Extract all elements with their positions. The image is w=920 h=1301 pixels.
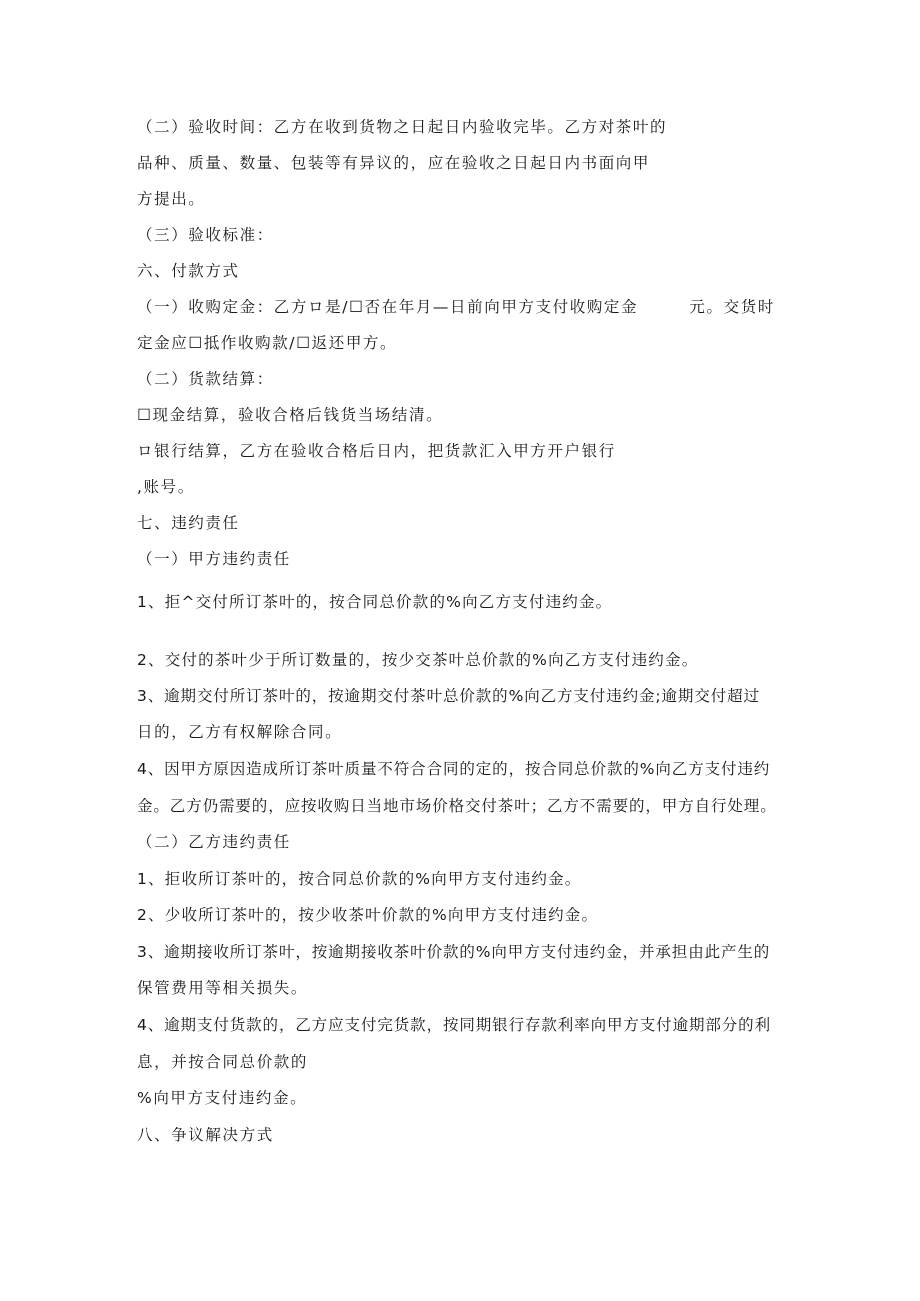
clause-line: 4、逾期支付货款的，乙方应支付完货款，按同期银行存款利率向甲方支付逾期部分的利 xyxy=(137,1016,771,1034)
text-line: 方提出。 xyxy=(137,190,206,208)
text-line: 品种、质量、数量、包装等有异议的，应在验收之日起日内书面向甲 xyxy=(137,154,651,172)
section-heading: （二）乙方违约责任 xyxy=(137,833,291,851)
section-heading: 六、付款方式 xyxy=(137,262,240,280)
clause-line: 1、拒收所订茶叶的，按合同总价款的%向甲方支付违约金。 xyxy=(137,870,582,888)
text-line: ロ银行结算，乙方在验收合格后日内，把货款汇入甲方开户银行 xyxy=(137,442,616,460)
section-heading: （二）货款结算： xyxy=(137,370,274,388)
text-line: 定金应☐抵作收购款/☐返还甲方。 xyxy=(137,334,398,352)
text-line: （二）验收时间：乙方在收到货物之日起日内验收完毕。乙方对茶叶的 xyxy=(137,118,668,136)
text-line: ,账号。 xyxy=(137,478,195,496)
clause-line: 2、交付的茶叶少于所订数量的，按少交茶叶总价款的%向乙方支付违约金。 xyxy=(137,651,699,669)
clause-line: 4、因甲方原因造成所订茶叶质量不符合合同的定的，按合同总价款的%向乙方支付违约 xyxy=(137,760,771,778)
text-line: ☐现金结算，验收合格后钱货当场结清。 xyxy=(137,406,444,424)
section-heading: （三）验收标准： xyxy=(137,226,274,244)
clause-line: 1、拒^交付所订茶叶的，按合同总价款的%向乙方支付违约金。 xyxy=(137,593,613,611)
text-line: 保管费用等相关损失。 xyxy=(137,979,309,997)
clause-line: 3、逾期交付所订茶叶的，按逾期交付茶叶总价款的%向乙方支付违约金;逾期交付超过 xyxy=(137,687,760,705)
text-line: 金。乙方仍需要的，应按收购日当地市场价格交付茶叶；乙方不需要的，甲方自行处理。 xyxy=(137,797,777,815)
clause-line: 3、逾期接收所订茶叶，按逾期接收茶叶价款的%向甲方支付违约金，并承担由此产生的 xyxy=(137,943,771,961)
section-heading: 八、争议解决方式 xyxy=(137,1126,274,1144)
text-line: （一）收购定金：乙方ロ是/☐否在年月—日前向甲方支付收购定金 元。交货时 xyxy=(137,298,775,316)
text-line: %向甲方支付违约金。 xyxy=(137,1089,308,1107)
clause-line: 2、少收所订茶叶的，按少收茶叶价款的%向甲方支付违约金。 xyxy=(137,906,599,924)
text-line: 日的，乙方有权解除合同。 xyxy=(137,723,343,741)
text-line: 息，并按合同总价款的 xyxy=(137,1053,309,1071)
section-heading: （一）甲方违约责任 xyxy=(137,550,291,568)
section-heading: 七、违约责任 xyxy=(137,514,240,532)
